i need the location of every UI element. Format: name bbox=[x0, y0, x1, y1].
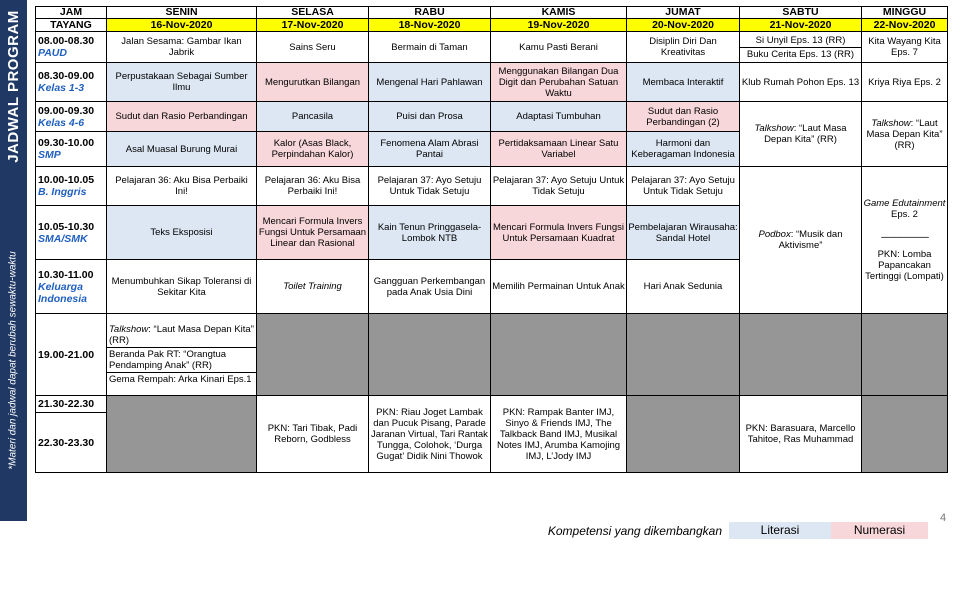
sidebar-banner bbox=[0, 0, 27, 521]
time-cell bbox=[36, 32, 107, 63]
time-cell bbox=[36, 260, 107, 314]
slot-time: 10.00-10.05 bbox=[38, 174, 95, 186]
program-cell: Sudut dan Rasio Perbandingan (2) bbox=[627, 102, 740, 132]
divider-dashes: ---------------------- bbox=[880, 232, 929, 243]
program-title: : “Laut Masa Depan Kita” (RR) bbox=[764, 123, 847, 145]
program-cell: Perpustakaan Sebagai Sumber Ilmu bbox=[107, 63, 257, 102]
slot-time: 21.30-22.30 bbox=[38, 398, 95, 410]
slot-row-kelas-1-3 bbox=[36, 63, 948, 102]
legend-numerasi: Numerasi bbox=[831, 522, 928, 539]
empty-slot bbox=[107, 396, 257, 473]
program-cell: Menumbuhkan Sikap Toleransi di Sekitar Kita bbox=[107, 260, 257, 314]
program-cell: Memilih Permainan Untuk Anak bbox=[491, 260, 627, 314]
empty-slot bbox=[862, 396, 948, 473]
program-cell: PKN: Barasuara, Marcello Tahitoe, Ras Muhammad bbox=[740, 396, 862, 473]
program-item bbox=[107, 323, 256, 348]
program-format: Talkshow bbox=[871, 117, 911, 129]
schedule-change-note: *Materi dan jadwal dapat berubah sewaktu-waktu bbox=[8, 250, 19, 470]
empty-slot bbox=[257, 314, 369, 396]
program-item: Gema Rempah: Arka Kinari Eps.1 bbox=[109, 374, 252, 385]
program-cell: Menggunakan Bilangan Dua Digit dan Perubahan Satuan Waktu bbox=[491, 63, 627, 102]
program-cell: Gangguan Perkembangan pada Anak Usia Dini bbox=[369, 260, 491, 314]
legend-literasi: Literasi bbox=[729, 522, 831, 539]
date-senin: 16-Nov-2020 bbox=[107, 19, 257, 32]
slot-time: 10.30-11.00 bbox=[38, 268, 94, 281]
day-selasa: SELASA bbox=[257, 7, 369, 19]
empty-slot bbox=[627, 314, 740, 396]
slot-time: 08.00-08.30 bbox=[38, 35, 95, 47]
slot-audience: SMA/SMK bbox=[38, 232, 88, 245]
sidebar-note-wrap bbox=[0, 200, 27, 520]
program-cell: PKN: Riau Joget Lambak dan Pucuk Pisang, Parade Jaranan Virtual, Tari Rantak Tungga, Colohok, ‘Durga Gugat’ Didik Nini Thowok bbox=[369, 396, 491, 473]
program-cell: Mengurutkan Bilangan bbox=[257, 63, 369, 102]
program-cell: Mencari Formula Invers Fungsi Untuk Persamaan Kuadrat bbox=[491, 206, 627, 260]
program-cell: Kalor (Asas Black, Perpindahan Kalor) bbox=[257, 132, 369, 167]
slot-time: 22.30-23.30 bbox=[38, 436, 95, 449]
slot-row-kelas-4-6 bbox=[36, 102, 948, 132]
program-cell: PKN: Rampak Banter IMJ, Sinyo & Friends IMJ, The Talkback Band IMJ, Musikal Notes IMJ, Arumba Kamojing IMJ, L’Jody IMJ bbox=[491, 396, 627, 473]
slot-row-late-1 bbox=[36, 396, 948, 413]
empty-slot bbox=[740, 314, 862, 396]
program-cell: Hari Anak Sedunia bbox=[627, 260, 740, 314]
program-cell: Fenomena Alam Abrasi Pantai bbox=[369, 132, 491, 167]
slot-time: 08.30-09.00 bbox=[38, 70, 95, 82]
program-cell: PKN: Tari Tibak, Padi Reborn, Godbless bbox=[257, 396, 369, 473]
program-cell bbox=[740, 167, 862, 314]
empty-slot bbox=[369, 314, 491, 396]
program-cell bbox=[862, 167, 948, 314]
program-cell: Pelajaran 37: Ayo Setuju Untuk Tidak Setuju bbox=[627, 167, 740, 206]
slot-time: 09.30-10.00 bbox=[38, 137, 95, 149]
sidebar-title: JADWAL PROGRAM bbox=[5, 9, 22, 163]
date-sabtu: 21-Nov-2020 bbox=[740, 19, 862, 32]
time-cell bbox=[36, 132, 107, 167]
program-cell: Kamu Pasti Berani bbox=[491, 32, 627, 63]
program-cell: Pancasila bbox=[257, 102, 369, 132]
empty-slot bbox=[862, 314, 948, 396]
header-tayang: TAYANG bbox=[36, 19, 107, 32]
program-title: : “Laut Masa Depan Kita” (RR) bbox=[109, 324, 254, 346]
program-cell: Kain Tenun Pringgasela-Lombok NTB bbox=[369, 206, 491, 260]
date-jumat: 20-Nov-2020 bbox=[627, 19, 740, 32]
program-cell: Sudut dan Rasio Perbandingan bbox=[107, 102, 257, 132]
slot-time: 10.05-10.30 bbox=[38, 220, 95, 233]
program-cell: Jalan Sesama: Gambar Ikan Jabrik bbox=[107, 32, 257, 63]
program-cell: Kita Wayang Kita Eps. 7 bbox=[862, 32, 948, 63]
program-cell bbox=[740, 102, 862, 167]
slot-row-b-inggris bbox=[36, 167, 948, 206]
time-cell bbox=[36, 413, 107, 473]
empty-slot bbox=[491, 314, 627, 396]
program-cell: Puisi dan Prosa bbox=[369, 102, 491, 132]
program-item: Si Unyil Eps. 13 (RR) bbox=[740, 34, 861, 48]
page-number: 4 bbox=[940, 512, 947, 524]
slot-audience: Kelas 4-6 bbox=[38, 116, 85, 129]
legend-title: Kompetensi yang dikembangkan bbox=[547, 524, 722, 538]
slot-audience: SMP bbox=[38, 149, 61, 161]
program-cell: Membaca Interaktif bbox=[627, 63, 740, 102]
time-cell bbox=[36, 314, 107, 396]
date-selasa: 17-Nov-2020 bbox=[257, 19, 369, 32]
program-cell: Adaptasi Tumbuhan bbox=[491, 102, 627, 132]
program-cell: Toilet Training bbox=[257, 260, 369, 314]
program-title: : “Laut Masa Depan Kita” (RR) bbox=[866, 117, 943, 151]
time-cell bbox=[36, 206, 107, 260]
date-rabu: 18-Nov-2020 bbox=[369, 19, 491, 32]
program-cell: Bermain di Taman bbox=[369, 32, 491, 63]
program-cell: Mencari Formula Invers Fungsi Untuk Persamaan Linear dan Rasional bbox=[257, 206, 369, 260]
day-header-row bbox=[36, 7, 948, 19]
empty-slot bbox=[627, 396, 740, 473]
slot-audience: Kelas 1-3 bbox=[38, 82, 85, 94]
program-cell: Mengenal Hari Pahlawan bbox=[369, 63, 491, 102]
program-item: Buku Cerita Eps. 13 (RR) bbox=[746, 48, 855, 60]
program-cell: Pertidaksamaan Linear Satu Variabel bbox=[491, 132, 627, 167]
day-sabtu: SABTU bbox=[740, 7, 862, 19]
program-cell: Harmoni dan Keberagaman Indonesia bbox=[627, 132, 740, 167]
schedule-table bbox=[35, 6, 948, 473]
date-minggu: 22-Nov-2020 bbox=[862, 19, 948, 32]
slot-audience: Keluarga Indonesia bbox=[38, 280, 88, 305]
slot-audience: B. Inggris bbox=[38, 186, 87, 198]
day-rabu: RABU bbox=[369, 7, 491, 19]
time-cell bbox=[36, 63, 107, 102]
slot-row-paud bbox=[36, 32, 948, 63]
program-cell: Pelajaran 37: Ayo Setuju Untuk Tidak Setuju bbox=[369, 167, 491, 206]
time-cell bbox=[36, 167, 107, 206]
day-jumat: JUMAT bbox=[627, 7, 740, 19]
slot-audience: PAUD bbox=[38, 47, 67, 59]
program-title: Eps. 2 bbox=[891, 209, 918, 220]
day-minggu: MINGGU bbox=[862, 7, 948, 19]
program-cell: Pembelajaran Wirausaha: Sandal Hotel bbox=[627, 206, 740, 260]
date-header-row bbox=[36, 19, 948, 32]
program-cell bbox=[107, 314, 257, 396]
header-jam: JAM bbox=[36, 7, 107, 19]
program-cell: Disiplin Diri Dan Kreativitas bbox=[627, 32, 740, 63]
program-cell: Pelajaran 36: Aku Bisa Perbaiki Ini! bbox=[257, 167, 369, 206]
program-cell bbox=[862, 102, 948, 167]
program-item bbox=[862, 198, 947, 232]
program-format: Podbox bbox=[758, 229, 791, 240]
slot-row-evening bbox=[36, 314, 948, 396]
legend-footer bbox=[0, 512, 960, 542]
day-senin: SENIN bbox=[107, 7, 257, 19]
program-format: Game Edutainment bbox=[863, 198, 946, 209]
program-format: Talkshow bbox=[109, 324, 149, 335]
sidebar-title-wrap bbox=[0, 6, 27, 166]
date-kamis: 19-Nov-2020 bbox=[491, 19, 627, 32]
program-format: Talkshow bbox=[754, 123, 794, 134]
day-kamis: KAMIS bbox=[491, 7, 627, 19]
program-item: Beranda Pak RT: “Orangtua Pendamping Anak” (RR) bbox=[107, 348, 256, 373]
time-cell bbox=[36, 396, 107, 413]
program-cell: Asal Muasal Burung Murai bbox=[107, 132, 257, 167]
program-item: PKN: Lomba Papancakan Tertinggi (Lompati) bbox=[865, 249, 944, 282]
program-cell: Pelajaran 37: Ayo Setuju Untuk Tidak Setuju bbox=[491, 167, 627, 206]
slot-time: 19.00-21.00 bbox=[38, 348, 95, 361]
program-cell: Klub Rumah Pohon Eps. 13 bbox=[740, 63, 862, 102]
slot-time: 09.00-09.30 bbox=[38, 104, 95, 117]
program-title: : “Musik dan Aktivisme” bbox=[778, 229, 843, 251]
program-cell: Pelajaran 36: Aku Bisa Perbaiki Ini! bbox=[107, 167, 257, 206]
program-cell: Sains Seru bbox=[257, 32, 369, 63]
time-cell bbox=[36, 102, 107, 132]
program-cell: Teks Eksposisi bbox=[107, 206, 257, 260]
program-cell: Kriya Riya Eps. 2 bbox=[862, 63, 948, 102]
program-cell bbox=[740, 32, 862, 63]
